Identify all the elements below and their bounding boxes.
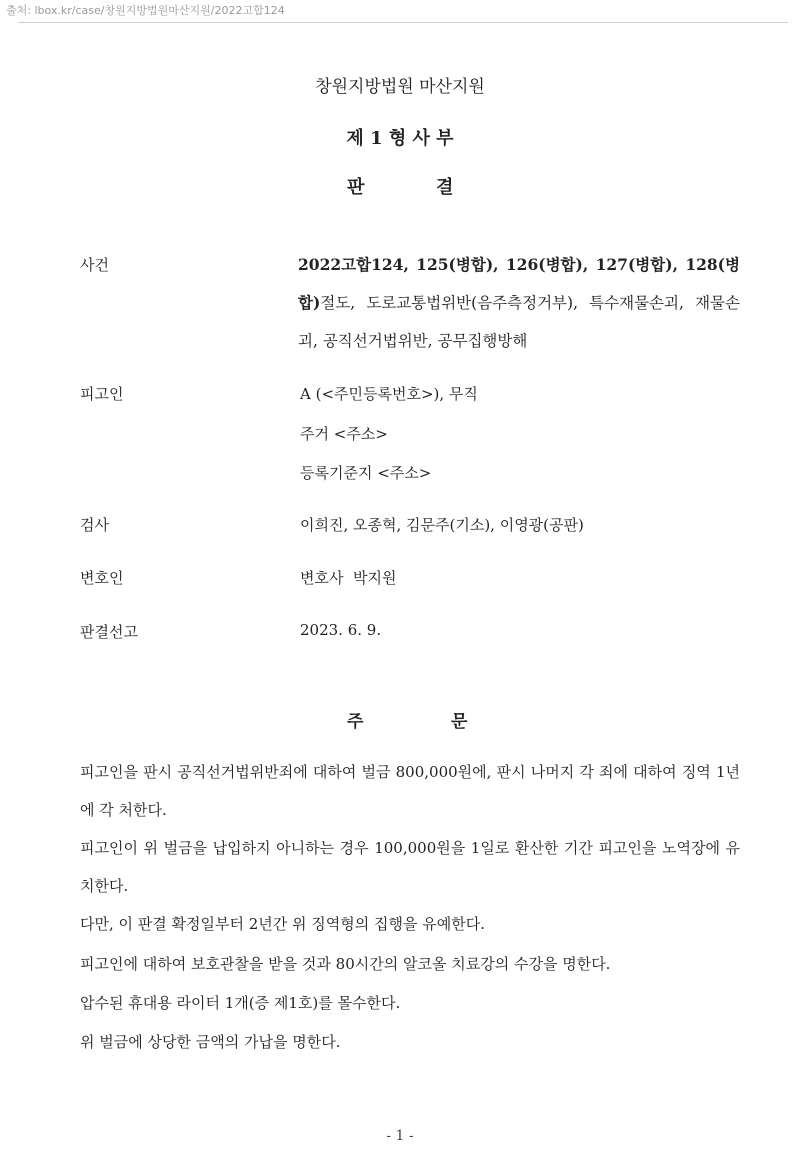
case-value bbox=[298, 246, 740, 360]
doc-title-right: 결 bbox=[436, 177, 454, 198]
counsel-value: 변호사 박지원 bbox=[300, 569, 397, 587]
order-paragraph: 다만, 이 판결 확정일부터 2년간 위 징역형의 집행을 유예한다. bbox=[80, 915, 485, 933]
orders-heading-right: 문 bbox=[451, 712, 468, 732]
orders-heading-left: 주 bbox=[347, 712, 364, 732]
defendant-residence-line: 주거 <주소> bbox=[300, 425, 388, 443]
order-paragraph: 피고인이 위 벌금을 납입하지 아니하는 경우 100,000원을 1일로 환산한 기간 피고인을 노역장에 유치한다. bbox=[80, 839, 740, 895]
verdict-date-label: 판결선고 bbox=[80, 623, 138, 641]
counsel-label: 변호인 bbox=[80, 569, 124, 587]
case-numbers: 2022고합124, 125(병합), 126(병합), 127(병합), 128(병합) bbox=[298, 255, 740, 312]
case-offenses: 절도, 도로교통법위반(음주측정거부), 특수재물손괴, 재물손괴, 공직선거법위반, 공무집행방해 bbox=[298, 294, 740, 350]
doc-title-left: 판 bbox=[347, 177, 365, 198]
prosecutor-value: 이희진, 오종혁, 김문주(기소), 이영광(공판) bbox=[300, 516, 584, 534]
defendant-name-line: A (<주민등록번호>), 무직 bbox=[300, 385, 478, 403]
court-name: 창원지방법원 마산지원 bbox=[315, 77, 485, 97]
order-paragraph: 피고인을 판시 공직선거법위반죄에 대하여 벌금 800,000원에, 판시 나머지 각 죄에 대하여 징역 1년에 각 처한다. bbox=[80, 763, 740, 819]
case-label: 사건 bbox=[80, 256, 109, 274]
order-paragraph: 피고인에 대하여 보호관찰을 받을 것과 80시간의 알코올 치료강의 수강을 명한다. bbox=[80, 955, 611, 973]
header-divider bbox=[18, 22, 788, 23]
division-name: 제 1 형 사 부 bbox=[346, 128, 454, 149]
source-url-line: 출처: lbox.kr/case/창원지방법원마산지원/2022고합124 bbox=[6, 4, 285, 17]
order-paragraph: 위 벌금에 상당한 금액의 가납을 명한다. bbox=[80, 1033, 341, 1051]
verdict-date-value: 2023. 6. 9. bbox=[300, 621, 382, 639]
page-number: - 1 - bbox=[386, 1128, 414, 1144]
prosecutor-label: 검사 bbox=[80, 516, 109, 534]
defendant-registered-line: 등록기준지 <주소> bbox=[300, 464, 432, 482]
defendant-label: 피고인 bbox=[80, 385, 124, 403]
order-paragraph: 압수된 휴대용 라이터 1개(증 제1호)를 몰수한다. bbox=[80, 994, 401, 1012]
